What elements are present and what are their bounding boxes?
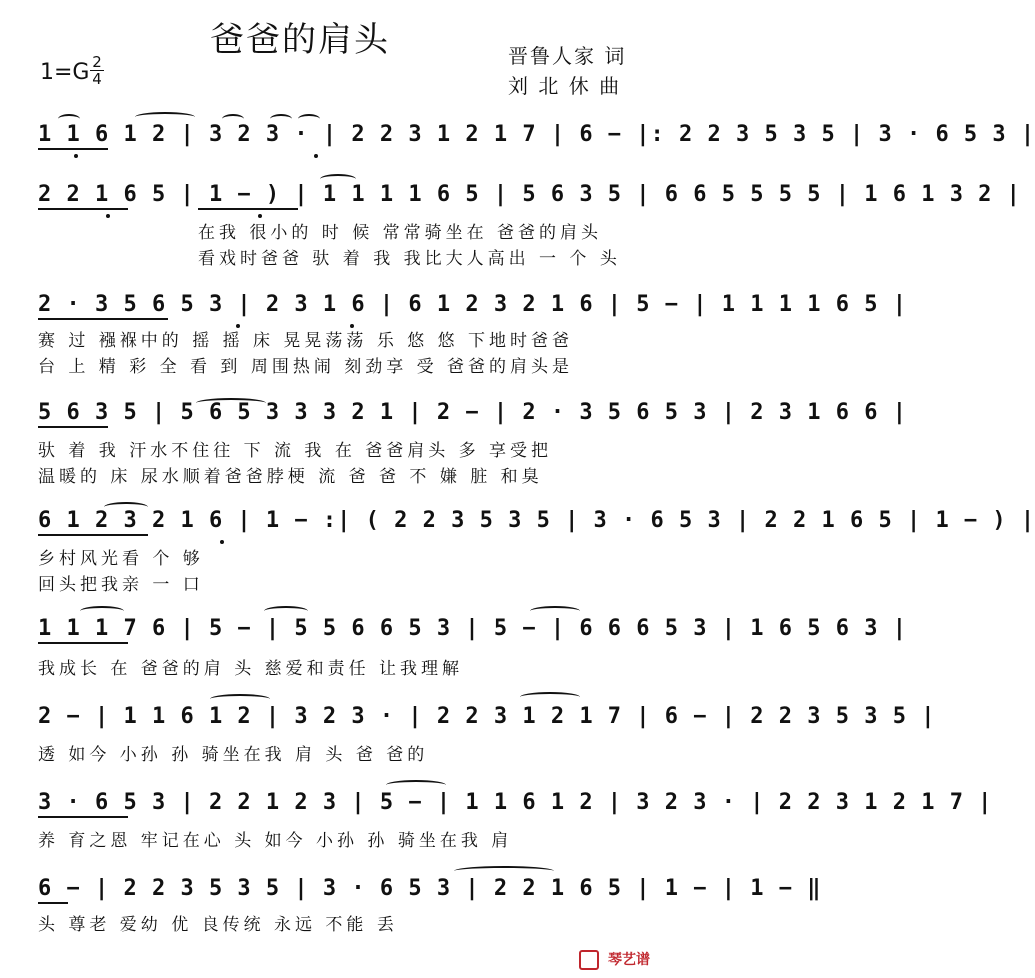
tie-mark (320, 174, 356, 184)
tie-mark (454, 866, 554, 876)
beam-mark (38, 318, 168, 320)
tie-mark (210, 694, 270, 704)
tie-mark (264, 606, 308, 616)
lyric-row-4-verse-2: 温暖的 床 尿水顺着爸爸脖梗 流 爸 爸 不 嫌 脏 和臭 (38, 467, 543, 487)
tie-mark (520, 692, 580, 702)
octave-dot (350, 324, 354, 328)
lyric-row-4-verse-1: 驮 着 我 汗水不住往 下 流 我 在 爸爸肩头 多 享受把 (38, 441, 553, 461)
time-top: 2 (92, 53, 102, 71)
octave-dot (314, 154, 318, 158)
tie-mark (58, 114, 80, 124)
lyric-row-8: 养 育之恩 牢记在心 头 如今 小孙 孙 骑坐在我 肩 (38, 831, 513, 851)
song-title: 爸爸的肩头 (210, 20, 390, 60)
tie-mark (386, 780, 446, 790)
beam-mark (198, 208, 298, 210)
octave-dot (258, 214, 262, 218)
lyric-row-9: 头 尊老 爱幼 优 良传统 永远 不能 丢 (38, 915, 398, 935)
lyric-row-3-verse-1: 赛 过 襁褓中的 摇 摇 床 晃晃荡荡 乐 悠 悠 下地时爸爸 (38, 331, 574, 351)
beam-mark (38, 642, 128, 644)
tie-mark (222, 114, 244, 124)
octave-dot (74, 154, 78, 158)
notation-row-9: 6 − | 2 2 3 5 3 5 | 3 · 6 5 3 | 2 2 1 6 5 | 1 − | 1 − ‖ (38, 876, 822, 901)
lyric-row-2-verse-1: 在我 很小的 时 候 常常骑坐在 爸爸的肩头 (198, 223, 603, 243)
beam-mark (38, 148, 108, 150)
octave-dot (106, 214, 110, 218)
tie-mark (196, 398, 266, 408)
lyric-row-5-verse-1: 乡村风光看 个 够 (38, 549, 204, 569)
composer-credit: 刘 北 休 曲 (508, 74, 622, 98)
time-signature (88, 54, 106, 87)
brand-name: 琴艺谱 (608, 952, 650, 968)
octave-dot (236, 324, 240, 328)
beam-mark (38, 208, 128, 210)
lyric-row-2-verse-2: 看戏时爸爸 驮 着 我 我比大人高出 一 个 头 (198, 249, 621, 269)
tie-mark (530, 606, 580, 616)
tie-mark (80, 606, 124, 616)
beam-mark (38, 426, 108, 428)
lyric-row-6: 我成长 在 爸爸的肩 头 慈爱和责任 让我理解 (38, 659, 464, 679)
octave-dot (220, 540, 224, 544)
beam-mark (38, 534, 148, 536)
notation-row-6: 1 1 1 7 6 | 5 − | 5 5 6 6 5 3 | 5 − | 6 6 6 5 3 | 1 6 5 6 3 | (38, 616, 907, 641)
brand-logo (579, 949, 650, 970)
notation-row-3: 2 · 3 5 6 5 3 | 2 3 1 6 | 6 1 2 3 2 1 6 | 5 − | 1 1 1 1 6 5 | (38, 292, 907, 317)
brand-logo-icon (579, 950, 599, 970)
tie-mark (104, 502, 148, 512)
notation-row-5: 6 1 2 3 2 1 6 | 1 − :| ( 2 2 3 5 3 5 | 3 · 6 5 3 | 2 2 1 6 5 | 1 − ) | (38, 508, 1035, 533)
key-signature: 1=G (40, 60, 90, 85)
notation-row-4: 5 6 3 5 | 5 6 5 3 3 3 2 1 | 2 − | 2 · 3 5 6 5 3 | 2 3 1 6 6 | (38, 400, 907, 425)
lyric-row-5-verse-2: 回头把我亲 一 口 (38, 575, 204, 595)
notation-row-7: 2 − | 1 1 6 1 2 | 3 2 3 · | 2 2 3 1 2 1 7 | 6 − | 2 2 3 5 3 5 | (38, 704, 936, 729)
beam-mark (38, 902, 68, 904)
notation-row-1: 1 1 6 1 2 | 3 2 3 · | 2 2 3 1 2 1 7 | 6 − |: 2 2 3 5 3 5 | 3 · 6 5 3 | (38, 122, 1035, 147)
notation-row-2: 2 2 1 6 5 | 1 − ) | 1 1 1 1 6 5 | 5 6 3 5 | 6 6 5 5 5 5 | 1 6 1 3 2 | (38, 182, 1021, 207)
tie-mark (270, 114, 292, 124)
lyricist-credit: 晋鲁人家 词 (508, 44, 627, 68)
lyric-row-7: 透 如今 小孙 孙 骑坐在我 肩 头 爸 爸的 (38, 745, 429, 765)
tie-mark (135, 112, 195, 122)
tie-mark (298, 114, 320, 124)
time-bottom: 4 (92, 70, 102, 88)
notation-row-8: 3 · 6 5 3 | 2 2 1 2 3 | 5 − | 1 1 6 1 2 | 3 2 3 · | 2 2 3 1 2 1 7 | (38, 790, 993, 815)
lyric-row-3-verse-2: 台 上 精 彩 全 看 到 周围热闹 刻劲享 受 爸爸的肩头是 (38, 357, 574, 377)
beam-mark (38, 816, 128, 818)
